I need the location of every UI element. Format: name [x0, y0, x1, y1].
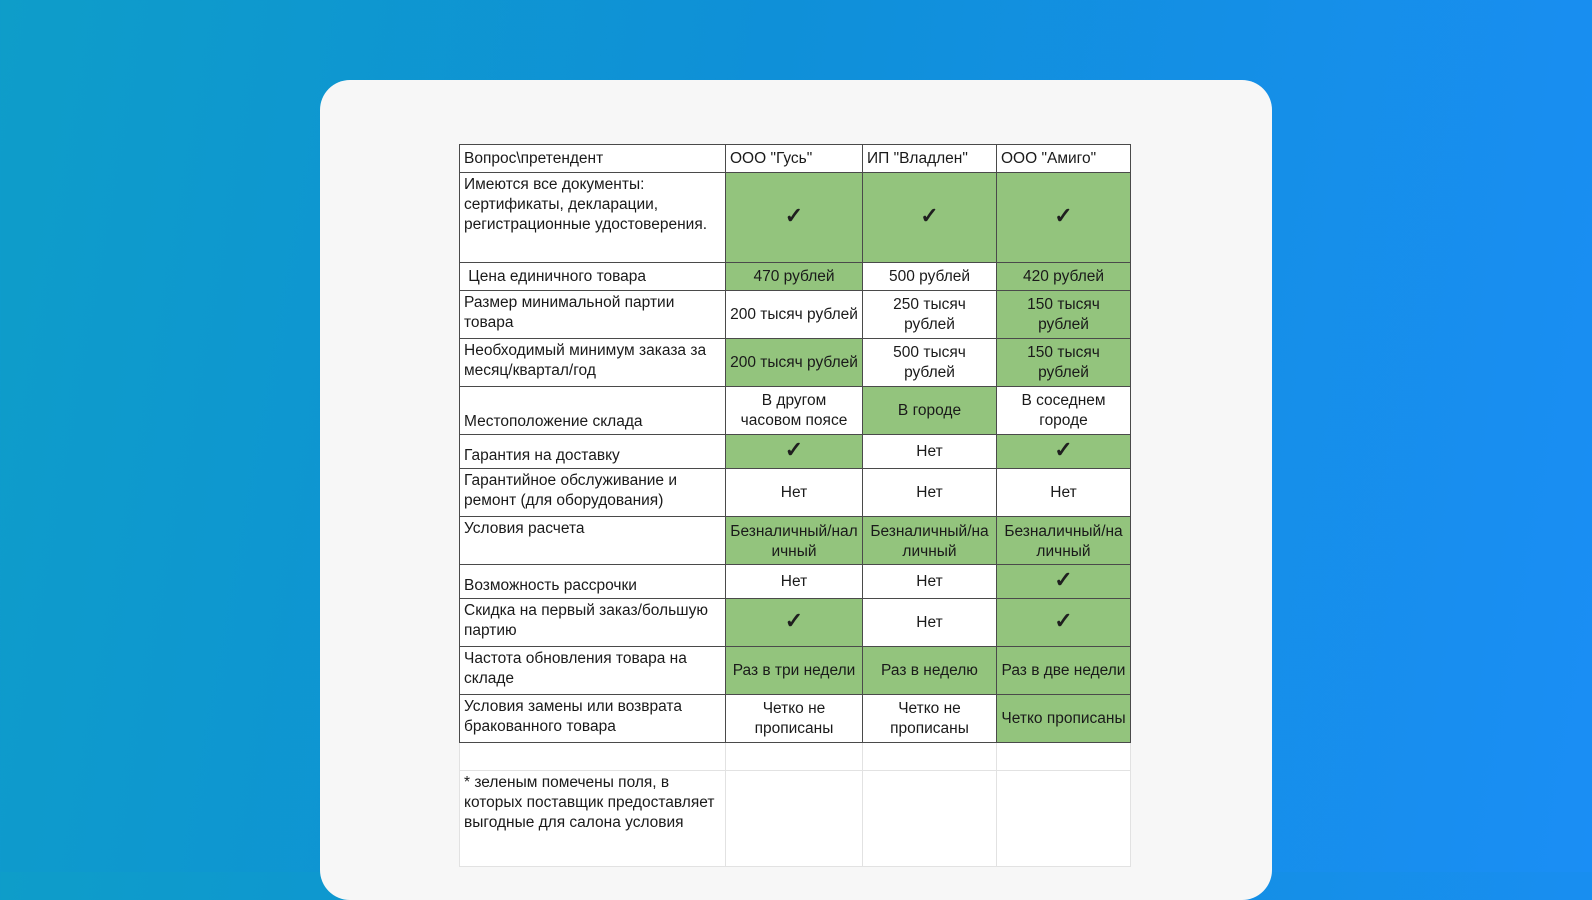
supplier-comparison-table — [459, 144, 1131, 867]
row-question: Гарантия на доставку — [460, 435, 726, 469]
table-row — [460, 291, 1131, 339]
header-supplier-amigo: ООО "Амиго" — [997, 145, 1131, 173]
check-icon: ✓ — [920, 203, 939, 228]
check-icon: ✓ — [1054, 203, 1073, 228]
cell-vladlen: Безналичный/наличный — [863, 517, 997, 565]
cell-amigo: Четко прописаны — [997, 695, 1131, 743]
header-question: Вопрос\претендент — [460, 145, 726, 173]
cell-vladlen: 500 рублей — [863, 263, 997, 291]
cell-gus — [726, 435, 863, 469]
cell-vladlen: Нет — [863, 435, 997, 469]
cell-gus: 470 рублей — [726, 263, 863, 291]
empty-cell — [863, 771, 997, 867]
empty-cell — [997, 771, 1131, 867]
cell-amigo: Безналичный/наличный — [997, 517, 1131, 565]
table-row — [460, 387, 1131, 435]
row-question: Скидка на первый заказ/большую партию — [460, 599, 726, 647]
table-row — [460, 695, 1131, 743]
cell-amigo: В соседнем городе — [997, 387, 1131, 435]
cell-vladlen: Четко не прописаны — [863, 695, 997, 743]
cell-vladlen: В городе — [863, 387, 997, 435]
cell-vladlen: Нет — [863, 565, 997, 599]
note-row — [460, 771, 1131, 867]
row-question: Местоположение склада — [460, 387, 726, 435]
table-row — [460, 435, 1131, 469]
check-icon: ✓ — [784, 203, 804, 228]
cell-amigo — [997, 565, 1131, 599]
header-supplier-gus: ООО "Гусь" — [726, 145, 863, 173]
blank-row — [460, 743, 1131, 771]
cell-vladlen — [863, 173, 997, 263]
empty-cell — [460, 743, 726, 771]
empty-cell — [726, 743, 863, 771]
cell-gus: Нет — [726, 469, 863, 517]
empty-cell — [726, 771, 863, 867]
table-row — [460, 339, 1131, 387]
empty-cell — [863, 743, 997, 771]
row-question: Частота обновления товара на складе — [460, 647, 726, 695]
row-question: Размер минимальной партии товара — [460, 291, 726, 339]
cell-vladlen: Нет — [863, 469, 997, 517]
cell-gus — [726, 599, 863, 647]
check-icon: ✓ — [1054, 608, 1073, 633]
cell-vladlen: Раз в неделю — [863, 647, 997, 695]
table-row — [460, 517, 1131, 565]
empty-cell — [997, 743, 1131, 771]
cell-gus: 200 тысяч рублей — [726, 339, 863, 387]
table-row — [460, 173, 1131, 263]
cell-amigo: Раз в две недели — [997, 647, 1131, 695]
cell-amigo — [997, 599, 1131, 647]
cell-gus — [726, 173, 863, 263]
row-question: Необходимый минимум заказа за месяц/квартал/год — [460, 339, 726, 387]
table-row — [460, 647, 1131, 695]
cell-gus: 200 тысяч рублей — [726, 291, 863, 339]
row-question: Имеются все документы: сертификаты, декларации, регистрационные удостоверения. — [460, 173, 726, 263]
cell-gus: Четко не прописаны — [726, 695, 863, 743]
header-supplier-vladlen: ИП "Владлен" — [863, 145, 997, 173]
header-row — [460, 145, 1131, 173]
cell-gus: Безналичный/наличный — [726, 517, 863, 565]
table-row — [460, 263, 1131, 291]
table-row — [460, 469, 1131, 517]
row-question: Возможность рассрочки — [460, 565, 726, 599]
check-icon: ✓ — [784, 437, 804, 462]
cell-vladlen: 500 тысяч рублей — [863, 339, 997, 387]
check-icon: ✓ — [1054, 567, 1073, 592]
cell-gus: Нет — [726, 565, 863, 599]
cell-amigo — [997, 173, 1131, 263]
row-question: Условия замены или возврата бракованного товара — [460, 695, 726, 743]
table-row — [460, 599, 1131, 647]
cell-amigo: Нет — [997, 469, 1131, 517]
check-icon: ✓ — [784, 608, 804, 633]
row-question: Цена единичного товара — [460, 263, 726, 291]
check-icon: ✓ — [1054, 437, 1073, 462]
cell-vladlen: Нет — [863, 599, 997, 647]
table-row — [460, 565, 1131, 599]
content-card — [320, 80, 1272, 900]
cell-gus: Раз в три недели — [726, 647, 863, 695]
row-question: Гарантийное обслуживание и ремонт (для оборудования) — [460, 469, 726, 517]
cell-amigo: 150 тысяч рублей — [997, 291, 1131, 339]
cell-amigo — [997, 435, 1131, 469]
cell-vladlen: 250 тысяч рублей — [863, 291, 997, 339]
footnote: * зеленым помечены поля, в которых поставщик предоставляет выгодные для салона условия — [460, 771, 726, 867]
cell-gus: В другом часовом поясе — [726, 387, 863, 435]
row-question: Условия расчета — [460, 517, 726, 565]
cell-amigo: 150 тысяч рублей — [997, 339, 1131, 387]
cell-amigo: 420 рублей — [997, 263, 1131, 291]
